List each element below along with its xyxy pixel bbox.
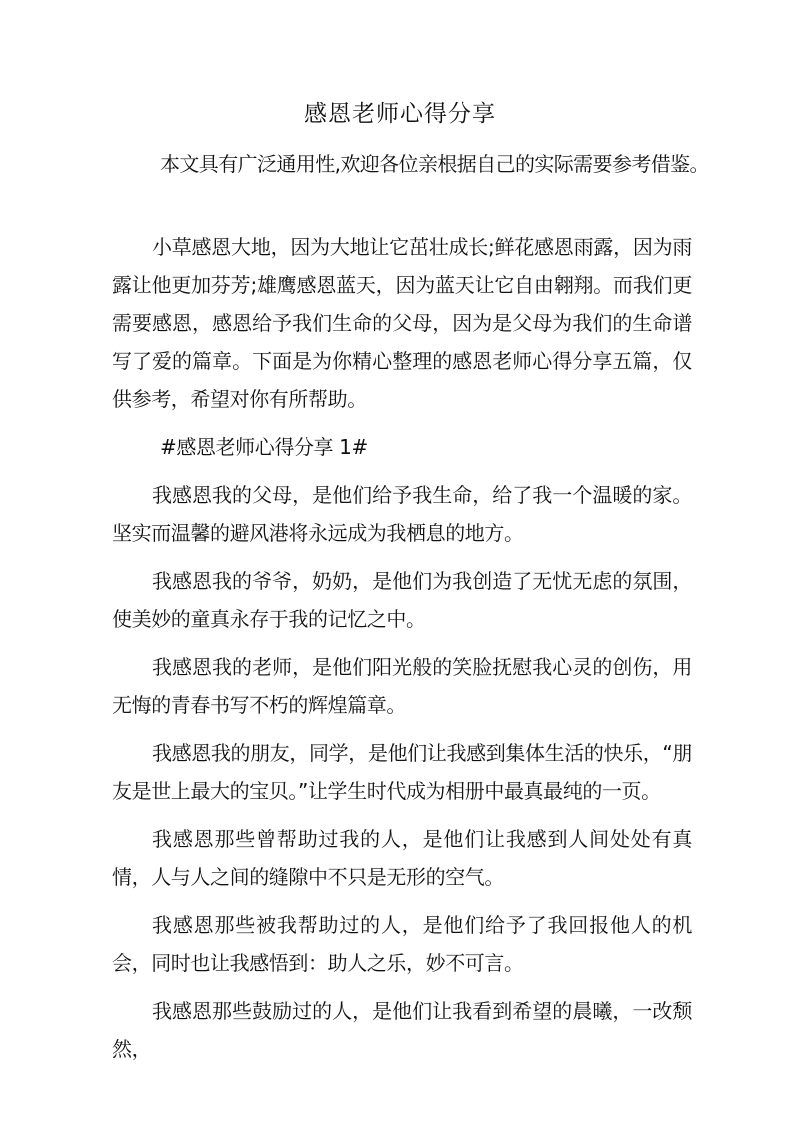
- document-body: [112, 228, 692, 1078]
- paragraph: 我感恩那些曾帮助过我的人，是他们让我感到人间处处有真情，人与人之间的缝隙中不只是无形的空气。: [112, 827, 692, 889]
- paragraph: 我感恩我的爷爷，奶奶，是他们为我创造了无忧无虑的氛围，使美妙的童真永存于我的记忆之中。: [112, 569, 692, 631]
- paragraph-intro: 小草感恩大地，因为大地让它茁壮成长;鲜花感恩雨露，因为雨露让他更加芬芳;雄鹰感恩蓝天，因为蓝天让它自由翱翔。而我们更需要感恩，感恩给予我们生命的父母，因为是父母为我们的生命谱写了爱的篇章。下面是为你精心整理的感恩老师心得分享五篇，仅供参考，希望对你有所帮助。: [112, 235, 692, 411]
- document-title: 感恩老师心得分享: [304, 101, 496, 127]
- section-heading: #感恩老师心得分享 1#: [160, 435, 368, 459]
- paragraph: 我感恩那些鼓励过的人，是他们让我看到希望的晨曦，一改颓然，: [112, 999, 692, 1061]
- paragraph: 我感恩那些被我帮助过的人，是他们给予了我回报他人的机会，同时也让我感悟到：助人之乐，妙不可言。: [112, 913, 692, 975]
- paragraph: 我感恩我的老师，是他们阳光般的笑脸抚慰我心灵的创伤，用无悔的青春书写不朽的辉煌篇章。: [112, 655, 692, 717]
- paragraph: 我感恩我的朋友，同学，是他们让我感到集体生活的快乐，“朋友是世上最大的宝贝。”让学生时代成为相册中最真最纯的一页。: [112, 741, 692, 803]
- paragraph: 我感恩我的父母，是他们给予我生命，给了我一个温暖的家。坚实而温馨的避风港将永远成为我栖息的地方。: [112, 483, 692, 545]
- document-subtitle: 本文具有广泛通用性,欢迎各位亲根据自己的实际需要参考借鉴。: [160, 152, 709, 176]
